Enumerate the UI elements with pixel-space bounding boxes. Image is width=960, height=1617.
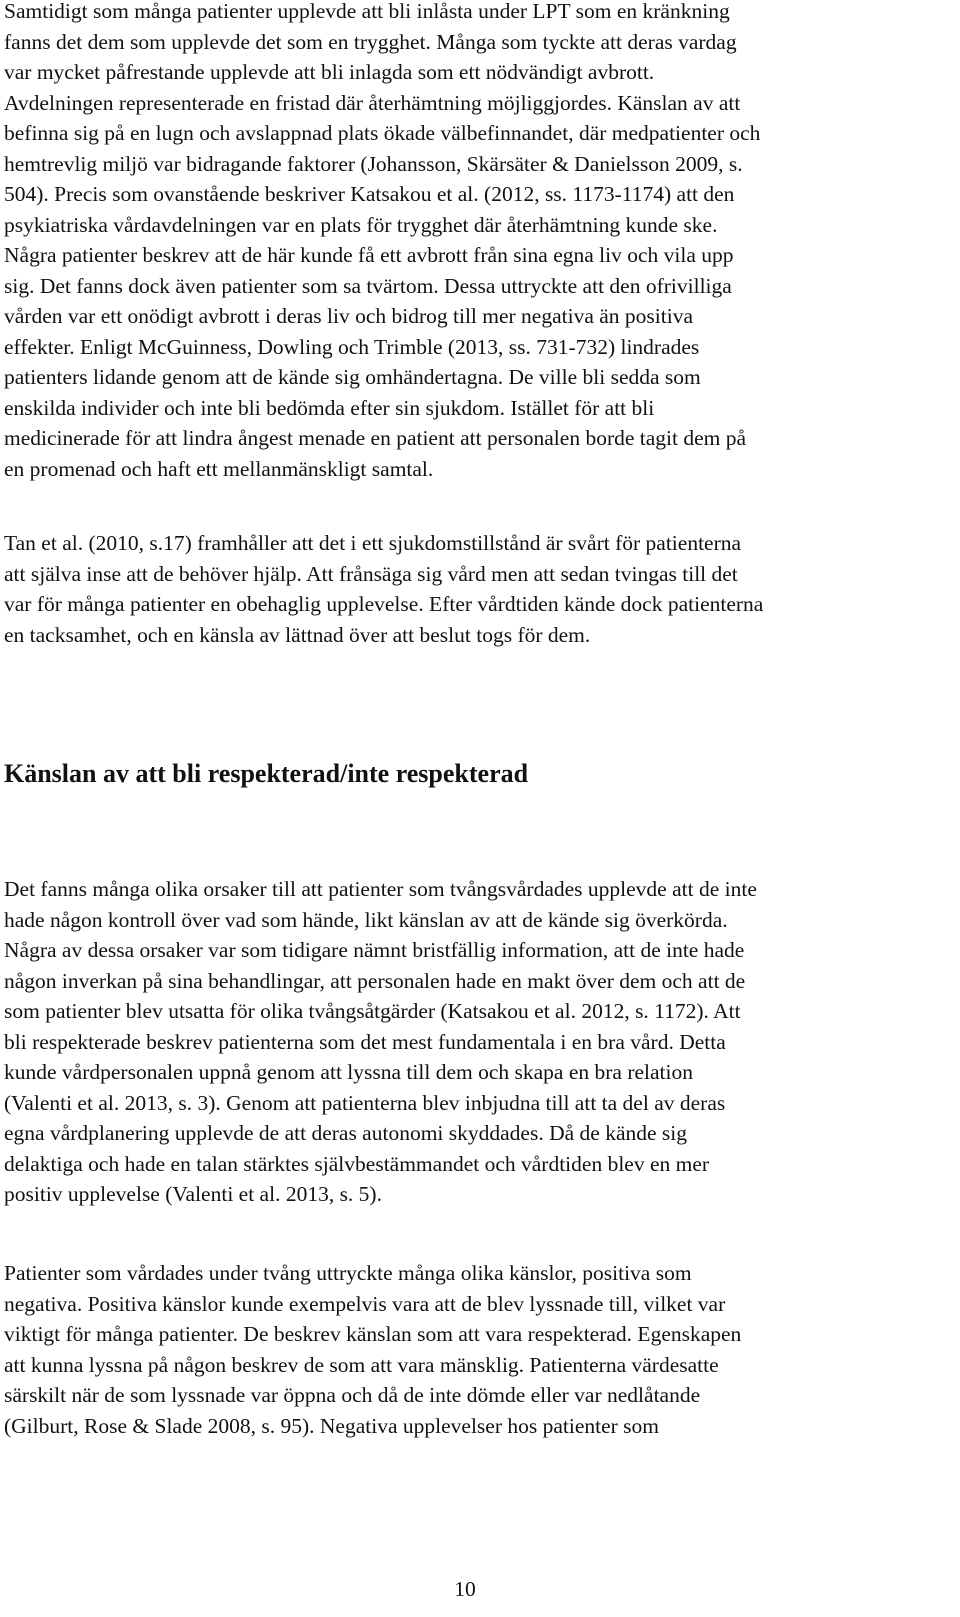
section-heading: Känslan av att bli respekterad/inte respekterad [4,759,529,788]
body-paragraph-emotions: Patienter som vårdades under tvång uttryckte många olika känslor, positiva som negativa. Positiva känslor kunde exempelvis vara att de blev lyssnade till, vilket var viktigt för många patienter. De beskrev känslan som att vara respekterad. Egenskapen att kunna lyssna på någon beskrev de som att vara mänsklig. Patienterna värdesatte särskilt när de som lyssnade var öppna och då de inte dömde eller var nedlåtande (Gilburt, Rose & Slade 2008, s. 95). Negativa upplevelser hos patienter som [4,1261,742,1438]
body-paragraph-lpt-experience: Samtidigt som många patienter upplevde att bli inlåsta under LPT som en kränkning fanns det dem som upplevde det som en trygghet. Många som tyckte att deras vardag var mycket påfrestande upplevde att bli inlagda som ett nödvändigt avbrott. Avdelningen representerade en fristad där återhämtning möjliggjordes. Känslan av att befinna sig på en lugn och avslappnad plats ökade välbefinnandet, där medpatienter och hemtrevlig miljö var bidragande faktorer (Johansson, Skärsäter & Danielsson 2009, s. 504). Precis som ovanstående beskriver Katsakou et al. (2012, ss. 1173-1174) att den psykiatriska vårdavdelningen var en plats för trygghet där återhämtning kunde ske. Några patienter beskrev att de här kunde få ett avbrott från sina egna liv och vila upp sig. Det fanns dock även patienter som sa tvärtom. Dessa uttryckte att den ofrivilliga vården var ett onödigt avbrott i deras liv och bidrog till mer negativa än positiva effekter. Enligt McGuinness, Dowling och Trimble (2013, ss. 731-732) lindrades patienters lidande genom att de kände sig omhändertagna. De ville bli sedda som enskilda individer och inte bli bedömda efter sin sjukdom. Istället för att bli medicinerade för att lindra ångest menade en patient att personalen borde tagit dem på en promenad och haft ett mellanmänskligt samtal. [4,0,761,481]
page-number: 10 [454,1577,476,1601]
body-paragraph-tan-et-al: Tan et al. (2010, s.17) framhåller att det i ett sjukdomstillstånd är svårt för patienterna att själva inse att de behöver hjälp. Att frånsäga sig vård men att sedan tvingas till det var för många patienter en obehaglig upplevelse. Efter vårdtiden kände dock patienterna en tacksamhet, och en känsla av lättnad över att beslut togs för dem. [4,531,764,647]
body-paragraph-control: Det fanns många olika orsaker till att patienter som tvångsvårdades upplevde att de inte hade någon kontroll över vad som hände, likt känslan av att de kände sig överkörda. Några av dessa orsaker var som tidigare nämnt bristfällig information, att de inte hade någon inverkan på sina behandlingar, att personalen hade en makt över dem och att de som patienter blev utsatta för olika tvångsåtgärder (Katsakou et al. 2012, s. 1172). Att bli respekterade beskrev patienterna som det mest fundamentala i en bra vård. Detta kunde vårdpersonalen uppnå genom att lyssna till dem och skapa en bra relation (Valenti et al. 2013, s. 3). Genom att patienterna blev inbjudna till att ta del av deras egna vårdplanering upplevde de att deras autonomi skyddades. Då de kände sig delaktiga och hade en talan stärktes självbestämmandet och vårdtiden blev en mer positiv upplevelse (Valenti et al. 2013, s. 5). [4,877,757,1206]
